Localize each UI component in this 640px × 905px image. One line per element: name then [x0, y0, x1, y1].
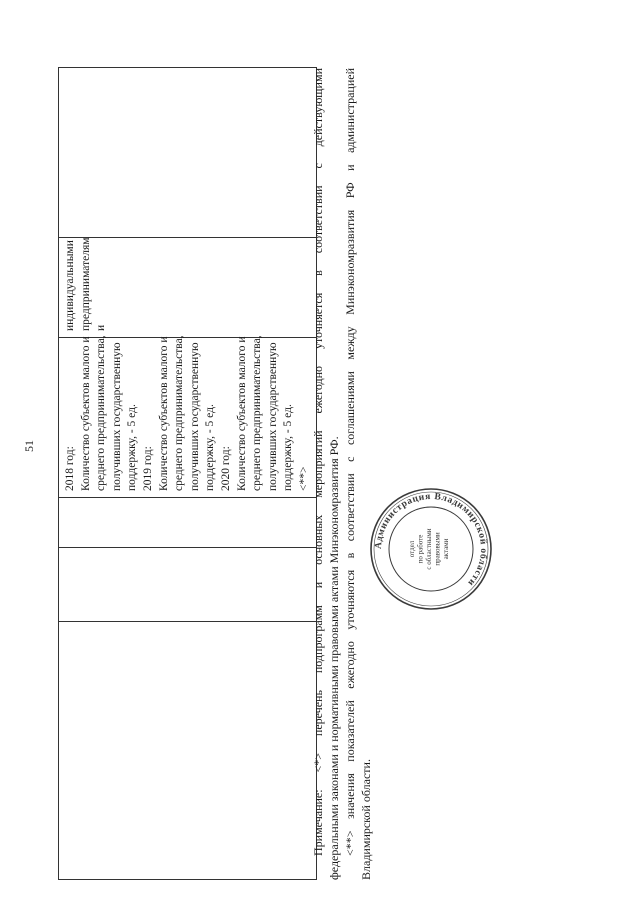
indicator-line: 2020 год: — [219, 446, 232, 491]
indicator-line: 2019 год: — [141, 446, 154, 491]
recipient-line: и — [95, 324, 108, 331]
program-table — [58, 67, 317, 880]
table-cell-recipients — [59, 238, 317, 338]
indicator-line: Количество субъектов малого и — [157, 336, 170, 491]
landscape-page — [58, 30, 388, 880]
seal-center-text: отделпо работес областнымиправовымиактами — [408, 528, 450, 570]
indicator-line: среднего предпринимательства, — [173, 335, 186, 491]
recipient-line: индивидуальными — [64, 240, 76, 331]
official-seal-stamp — [368, 486, 494, 612]
indicator-line: Количество субъектов малого и — [235, 336, 248, 491]
note-1-line-2: федеральными законами и нормативными правовыми актами Минэкономразвития РФ. — [327, 436, 341, 880]
table-cell-empty — [59, 68, 317, 238]
table-cell-indicators — [59, 335, 317, 498]
recipient-line: предпринимателям — [79, 237, 92, 331]
table-cell-empty — [59, 498, 317, 548]
table-row — [59, 68, 317, 880]
indicator-line: 2018 год: — [64, 446, 76, 491]
note-2-line-2: Владимирской области. — [359, 759, 373, 880]
table-cell-empty — [59, 622, 317, 880]
seal-ring-text: Администрация Владимирской области — [372, 490, 490, 589]
indicator-line: получивших государственную — [110, 342, 123, 491]
indicator-line: поддержку, - 5 ед. — [204, 404, 217, 491]
indicator-line: <**> — [297, 466, 310, 491]
indicator-line: получивших государственную — [188, 342, 201, 491]
indicator-line: среднего предпринимательства, — [95, 335, 108, 491]
note-2-line-1: <**> значения показателей ежегодно уточняются в соответствии с соглашениями между Минэкономразвития РФ и администрацией — [343, 68, 357, 856]
indicator-line: среднего предпринимательства, — [251, 335, 264, 491]
indicator-line: Количество субъектов малого и — [79, 336, 92, 491]
note-1-line-1: Примечание: <*> перечень подпрограмм и основных мероприятий ежегодно уточняется в соответствии с действующими — [311, 68, 325, 856]
indicator-line: поддержку, - 5 ед. — [282, 404, 295, 491]
page-number: 51 — [22, 440, 36, 452]
table-cell-empty — [59, 548, 317, 622]
indicator-line: поддержку, - 5 ед. — [126, 404, 139, 491]
indicator-line: получивших государственную — [266, 342, 279, 491]
notes — [310, 68, 374, 880]
